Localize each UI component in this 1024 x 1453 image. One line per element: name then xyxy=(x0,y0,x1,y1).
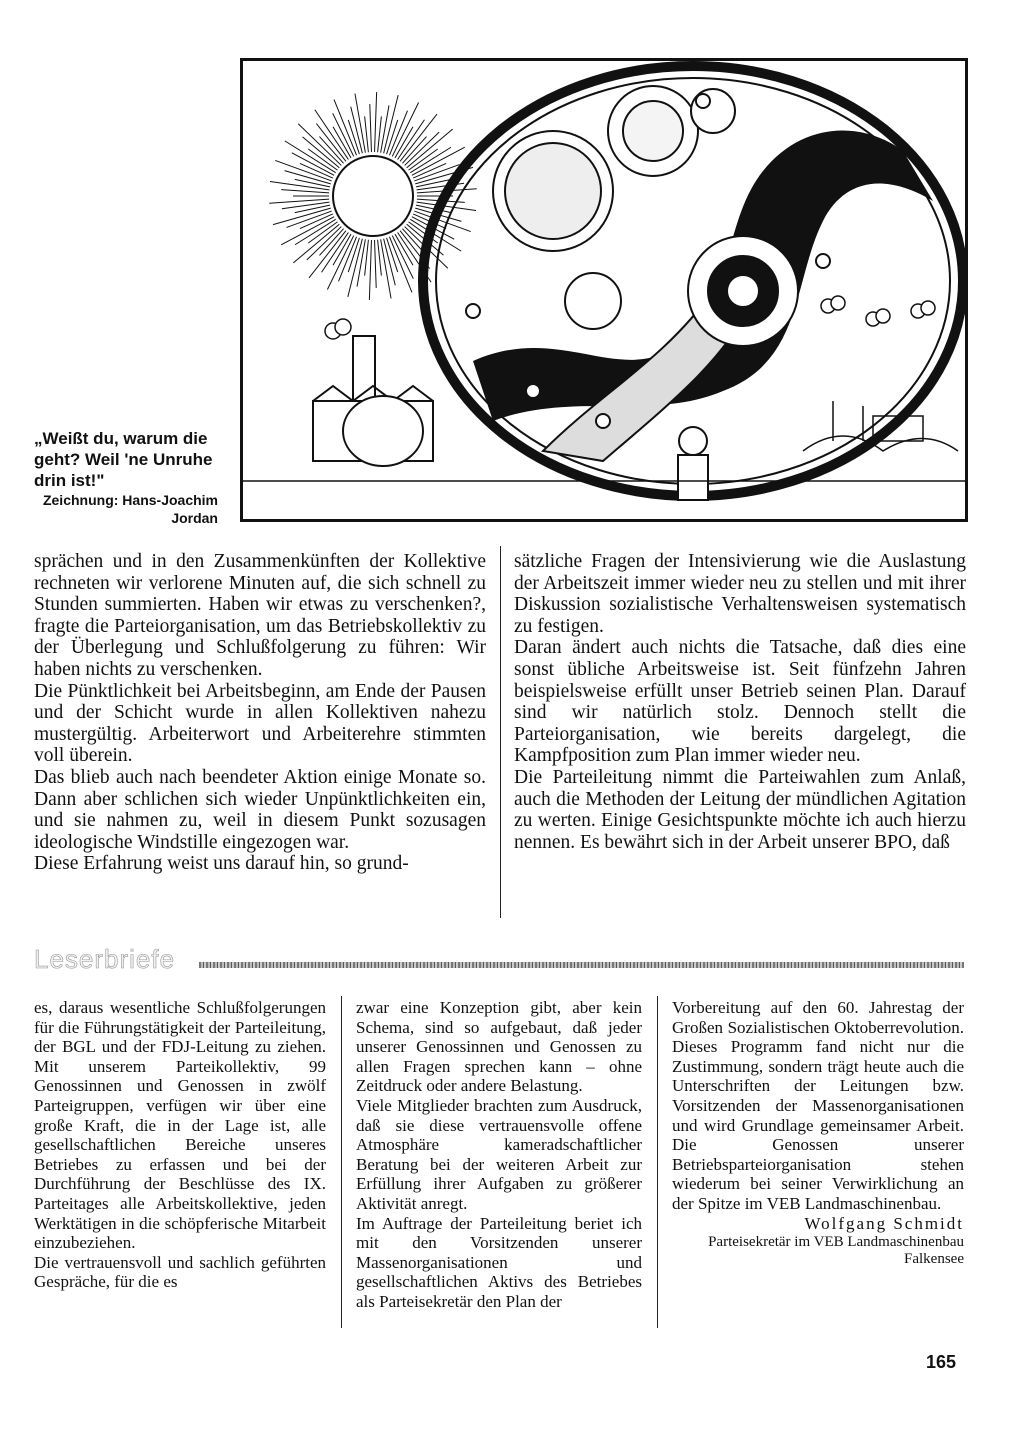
caption-credit-line1: Zeichnung: Hans-Joachim xyxy=(42,492,218,508)
caption-credit-line2: Jordan xyxy=(171,510,218,526)
sun-ray xyxy=(334,100,356,156)
paragraph: sprächen und in den Zusammenkünften der Kollektive rechneten wir verlorene Minuten auf, die sich schnell zu Stunden summierten. Haben wir etwas zu verschenken?, fragte die Parteiorganisation, um das Betriebskollektiv zu der Überlegung und Schlußfolgerung zu führen: Wir haben nichts zu verschenken. xyxy=(34,551,486,680)
section-banner xyxy=(34,944,964,974)
section-rule xyxy=(199,962,964,968)
paragraph: sätzliche Fragen der Intensivierung wie die Auslastung der Arbeitszeit immer wieder neu zu stellen und mit ihrer Diskussion sozialistische Verhaltensweisen systematisch zu festigen. xyxy=(514,551,966,637)
sun-ray xyxy=(381,105,389,152)
lower-middle-column xyxy=(356,998,642,1312)
paragraph: Die Pünktlichkeit bei Arbeitsbeginn, am Ende der Pausen und der Schicht wurde in allen Kollektiven nahezu mustergültig. Arbeiterwort und Arbeiterehre stimmten voll überein. xyxy=(34,680,486,767)
sun-ray xyxy=(333,113,354,156)
column-divider xyxy=(657,996,658,1328)
sun-ray xyxy=(282,202,330,209)
author-name: Wolfgang Schmidt xyxy=(804,1213,964,1233)
paragraph: Diese Erfahrung weist uns darauf hin, so grund- xyxy=(34,853,409,875)
sun-ray xyxy=(292,153,334,176)
cartoon-illustration xyxy=(240,58,968,522)
clouds xyxy=(325,296,935,339)
paragraph: Die vertrauensvoll und sachlich geführten Gespräche, für die es xyxy=(34,1252,326,1292)
sun-ray xyxy=(369,240,371,300)
section-label: Leserbriefe xyxy=(34,944,176,974)
sun-ray xyxy=(370,104,372,152)
cartoon-caption xyxy=(34,428,218,527)
upper-left-column xyxy=(34,551,486,875)
caption-quote: „Weißt du, warum die geht? Weil 'ne Unruhe drin ist!" xyxy=(34,429,213,490)
column-divider xyxy=(500,546,501,918)
landscape xyxy=(803,401,958,451)
paragraph: Das blieb auch nach beendeter Aktion einige Monate so. Dann aber schlichen sich wieder Unpünktlichkeiten ein, und sie nahmen zu, weil in diesem Punkt sozusagen ideologische Windstille eingezogen war. xyxy=(34,766,486,853)
sun-ray xyxy=(375,92,377,152)
sun-ray xyxy=(414,211,470,232)
sun-ray xyxy=(357,239,365,286)
paragraph: zwar eine Konzeption gibt, aber kein Schema, sind so aufgebaut, daß jeder unserer Genossinnen und Genossen zu allen Fragen sprechen kann – ohne Zeitdruck oder andere Belastung. xyxy=(356,998,642,1096)
sun-ray xyxy=(392,236,413,279)
sun-ray xyxy=(378,240,382,276)
sun-ray xyxy=(270,182,329,190)
sun-ray xyxy=(269,199,329,203)
sun-ray xyxy=(365,240,369,276)
upper-right-column xyxy=(514,551,966,853)
sun-ray xyxy=(400,114,437,161)
paragraph: Viele Mitglieder brachten zum Ausdruck, daß sie diese vertrauensvolle offene Atmosphäre kameradschaftlicher Beratung bei der weiteren Arbeit zur Erfüllung ihrer Aufgaben zu größerer Aktivität anregt. xyxy=(356,1095,642,1213)
sun-ray xyxy=(365,116,369,152)
paragraph: Daran ändert auch nichts die Tatsache, daß dies eine sonst übliche Arbeitsweise ist. Seit fünfzehn Jahren beispielsweise erfüllt unser Betrieb seinen Plan. Darauf sind wir natürlich stolz. Dennoch stellt die Parteiorganisation, wie bereits dargelegt, die Kampfposition zum Plan immer wieder neu. xyxy=(514,637,966,767)
paragraph: es, daraus wesentliche Schlußfolgerungen für die Führungstätigkeit der Parteileitung, der BGL und der FDJ-Leitung zu ziehen. Mit unserem Parteikollektiv, 99 Genossinnen und Genossen in zwölf Parteigruppen, verfügen wir über eine große Kraft, die in der Lage ist, alle gesellschaftlichen Bereiche unseres Betriebes zu erfassen und bei der Durchführung der Beschlüsse des IX. Parteitages alle Arbeitskollektive, jeden Werktätigen in die schöpferische Mitarbeit einzubeziehen. xyxy=(34,998,326,1253)
lower-left-column xyxy=(34,998,326,1292)
paragraph: Die Parteileitung nimmt die Parteiwahlen zum Anlaß, auch die Methoden der Leitung der mündlichen Agitation zu werten. Einige Gesichtspunkte möchte ich auch hierzu nennen. Es bewährt sich in der Arbeit unserer BPO, daß xyxy=(514,766,966,853)
sun-ray xyxy=(375,240,377,288)
sun-ray xyxy=(389,237,411,293)
sun-ray xyxy=(275,160,331,181)
column-divider xyxy=(341,996,342,1328)
paragraph: Im Auftrage der Parteileitung beriet ich mit den Vorsitzenden unserer Massenorganisationen und gesellschaftlichen Aktivs des Betriebes als Parteisekretär den Plan der xyxy=(356,1213,642,1311)
author-role: Parteisekretär im VEB Landmaschinenbau Falkensee xyxy=(708,1233,964,1267)
clockwork-drawing xyxy=(243,61,965,519)
lower-right-column xyxy=(672,998,964,1268)
paragraph: Vorbereitung auf den 60. Jahrestag der Großen Sozialistischen Oktoberrevolution. Dieses Programm fand nicht nur die Zustimmung, sondern trägt heute auch die Unterschriften der Leitungen bzw. Vorsitzenden der Massenorganisationen und wird Grundlage gemeinsamer Arbeit. Die Genossen unserer Betriebsparteiorganisation stehen wiederum bei seiner Verwirklichung an der Spitze im VEB Landmaschinenbau. xyxy=(672,998,964,1213)
sun-ray xyxy=(281,190,329,193)
sun-ray xyxy=(378,116,382,152)
sun-ray xyxy=(309,231,346,278)
page-number: 165 xyxy=(926,1352,957,1372)
